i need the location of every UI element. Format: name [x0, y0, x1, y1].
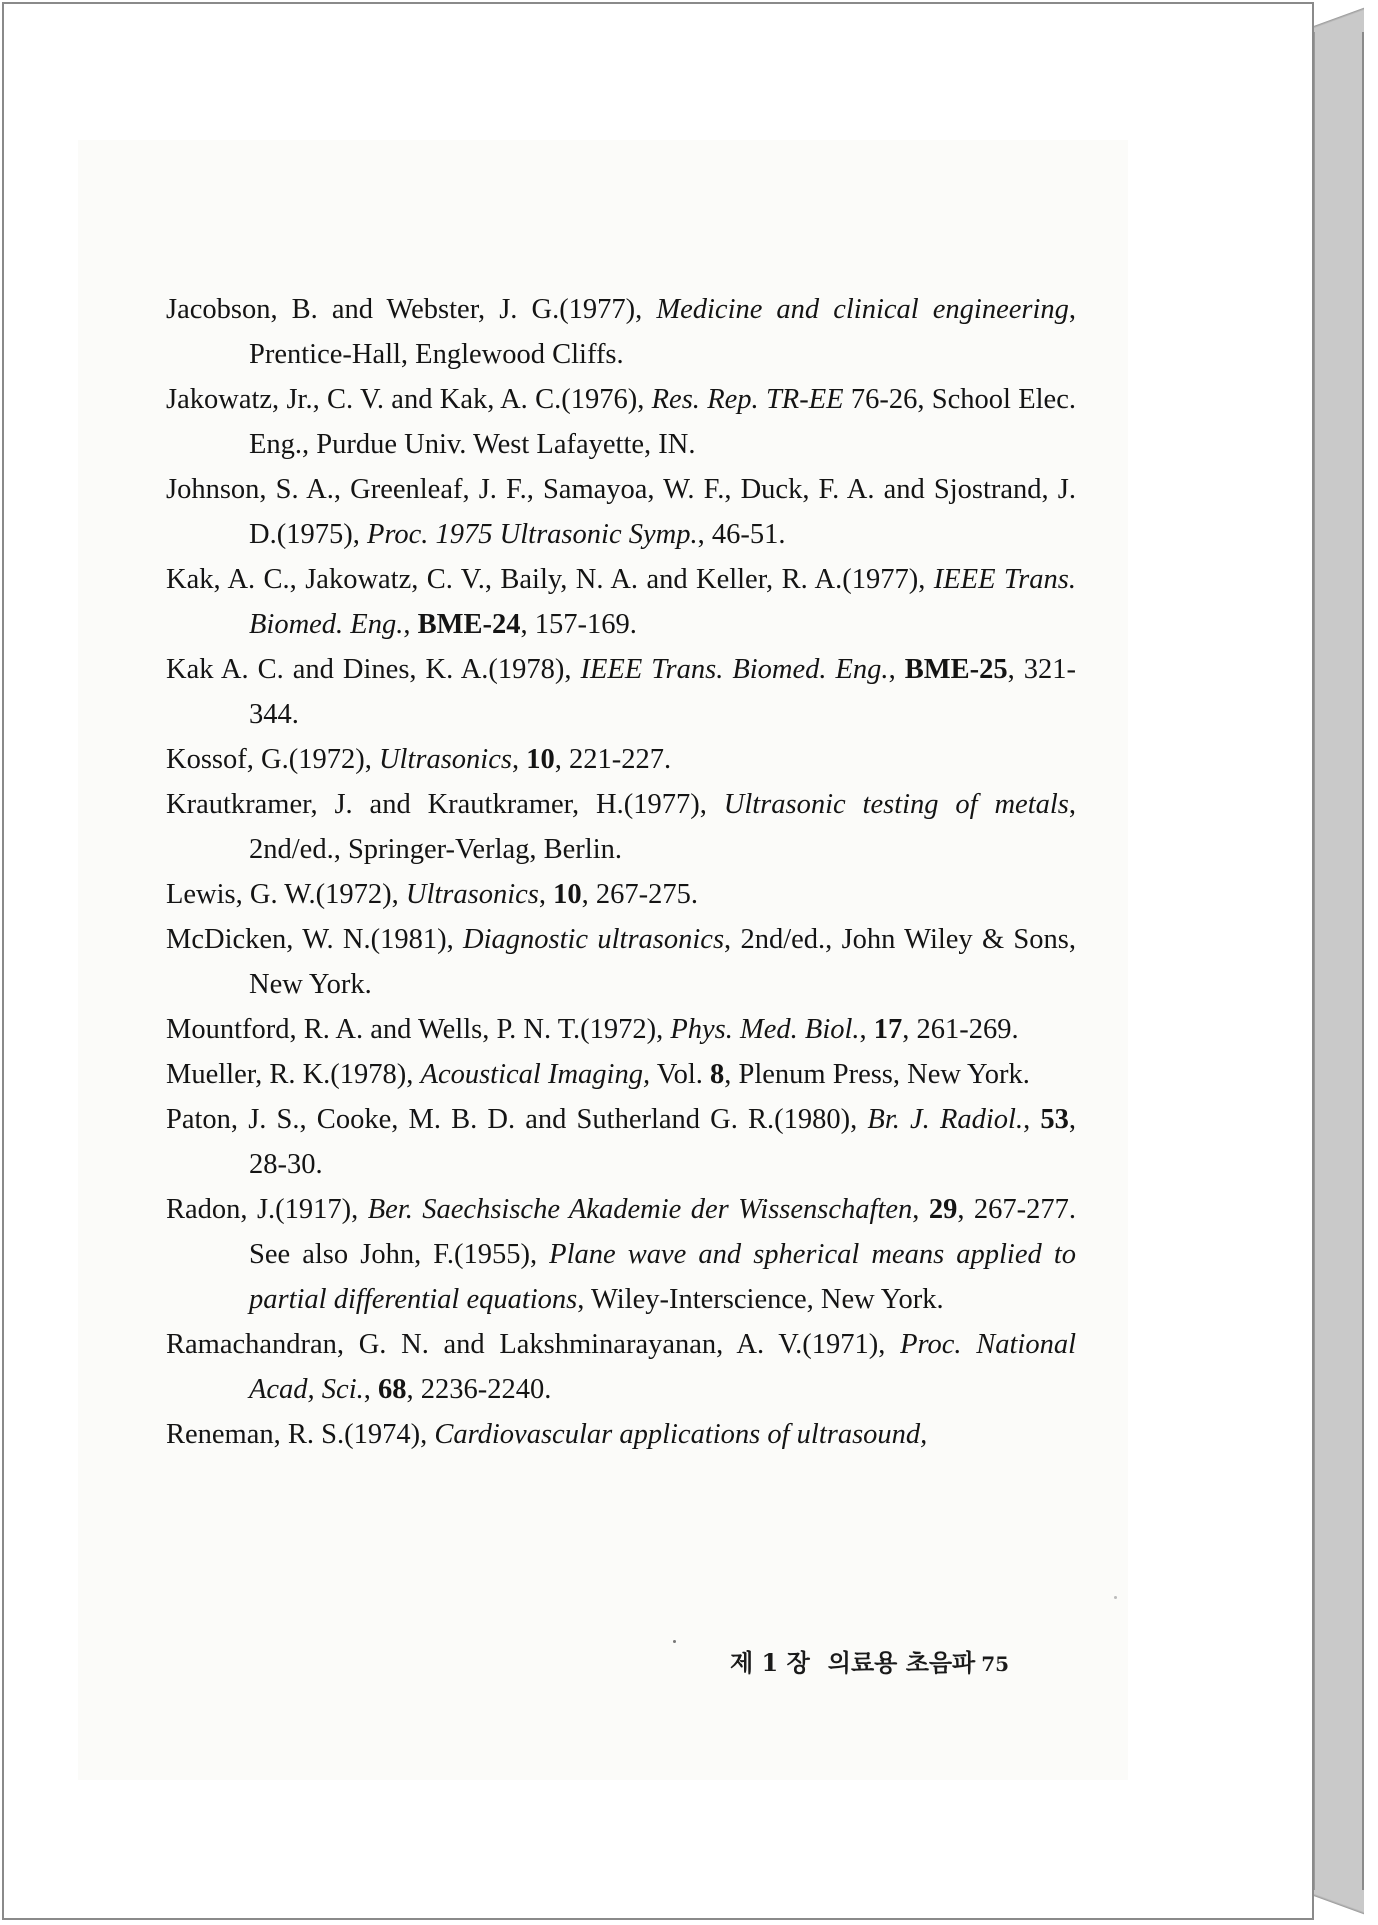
footer-chapter: 제 1 장	[730, 1648, 810, 1677]
reference-volume: BME-25	[904, 654, 1008, 685]
reference-title: Phys. Med. Biol.	[670, 1014, 860, 1045]
reference-entry	[166, 1322, 1076, 1412]
reference-title: Acoustical Imaging,	[420, 1059, 651, 1090]
page-number: 75	[981, 1652, 1010, 1676]
reference-title: Plane wave and spherical means applied to partial differential equations	[249, 1239, 1076, 1315]
reference-title: IEEE Trans. Biomed. Eng.	[249, 564, 1076, 640]
reference-entry	[166, 377, 1076, 467]
reference-text: Kak, A. C., Jakowatz, C. V., Baily, N. A. and Keller, R. A.(1977),	[166, 564, 934, 595]
reference-title: Cardiovascular applications of ultrasound,	[434, 1419, 928, 1450]
reference-text: , 261-269.	[902, 1014, 1019, 1045]
reference-text: Jacobson, B. and Webster, J. G.(1977),	[166, 294, 657, 325]
reference-title: IEEE Trans. Biomed. Eng.	[580, 654, 889, 685]
reference-entry	[166, 782, 1076, 872]
reference-text: McDicken, W. N.(1981),	[166, 924, 463, 955]
reference-entry	[166, 872, 1076, 917]
reference-text: Lewis, G. W.(1972),	[166, 879, 406, 910]
reference-text: Mueller, R. K.(1978),	[166, 1059, 421, 1090]
reference-text: , 157-169.	[520, 609, 637, 640]
page-corner-bottom	[1314, 1890, 1364, 1920]
reference-text: ,	[888, 654, 905, 685]
page-corner-top	[1314, 2, 1364, 32]
reference-text: Ramachandran, G. N. and Lakshminarayanan, A. V.(1971),	[166, 1329, 901, 1360]
reference-text: Mountford, R. A. and Wells, P. N. T.(1972),	[166, 1014, 671, 1045]
reference-volume: 10	[553, 879, 582, 910]
reference-title: Br. J. Radiol.	[867, 1104, 1024, 1135]
reference-volume: 29	[928, 1194, 958, 1225]
reference-text: , 2nd/ed., John Wiley & Sons, New York.	[249, 924, 1076, 1000]
reference-entry	[166, 647, 1076, 737]
footer-title: 의료용 초음파	[827, 1648, 976, 1677]
reference-text: Jakowatz, Jr., C. V. and Kak, A. C.(1976),	[166, 384, 652, 415]
reference-text: Kossof, G.(1972),	[166, 744, 379, 775]
reference-text: , 2nd/ed., Springer-Verlag, Berlin.	[249, 789, 1076, 865]
reference-text: 76-26, School Elec. Eng., Purdue Univ. West Lafayette, IN.	[249, 384, 1076, 460]
reference-entry	[166, 1097, 1076, 1187]
scan-speck	[673, 1640, 676, 1643]
reference-title: Diagnostic ultrasonics	[463, 924, 725, 955]
reference-entry	[166, 1412, 1076, 1457]
page-stack-edge	[1314, 2, 1364, 1920]
reference-volume: 17	[873, 1014, 903, 1045]
reference-entry	[166, 557, 1076, 647]
reference-text: , Prentice-Hall, Englewood Cliffs.	[249, 294, 1077, 370]
reference-text: ,	[912, 1194, 929, 1225]
reference-entry	[166, 1052, 1076, 1097]
scan-speck	[1114, 1596, 1117, 1599]
reference-volume: 8	[710, 1059, 725, 1090]
reference-text: Vol.	[650, 1059, 711, 1090]
reference-text: Johnson, S. A., Greenleaf, J. F., Samayoa, W. F., Duck, F. A. and Sjostrand, J. D.(1975),	[166, 474, 1076, 550]
reference-title: Res. Rep. TR-EE	[651, 384, 844, 415]
reference-volume: 68	[378, 1374, 407, 1405]
reference-entry	[166, 287, 1076, 377]
reference-entry	[166, 1187, 1076, 1322]
reference-text: Krautkramer, J. and Krautkramer, H.(1977),	[166, 789, 724, 820]
reference-list	[166, 287, 1076, 1457]
reference-text: , Wiley-Interscience, New York.	[577, 1284, 944, 1315]
reference-text: , Plenum Press, New York.	[724, 1059, 1030, 1090]
reference-text: Paton, J. S., Cooke, M. B. D. and Sutherland G. R.(1980),	[166, 1104, 868, 1135]
reference-text: ,	[363, 1374, 379, 1405]
reference-entry	[166, 467, 1076, 557]
reference-text: ,	[511, 744, 527, 775]
reference-title: Ultrasonics	[405, 879, 539, 910]
reference-title: Ber. Saechsische Akademie der Wissenschaften	[367, 1194, 913, 1225]
reference-text: , 267-277. See also John, F.(1955),	[249, 1194, 1077, 1270]
reference-text: ,	[403, 609, 418, 640]
reference-text: , 221-227.	[554, 744, 672, 775]
page-footer	[730, 1643, 1009, 1678]
reference-title: Medicine and clinical engineering	[656, 294, 1069, 325]
reference-text: , 267-275.	[581, 879, 698, 910]
reference-volume: 10	[526, 744, 555, 775]
reference-title: Ultrasonics	[378, 744, 512, 775]
reference-title: Ultrasonic testing of metals	[723, 789, 1069, 820]
reference-title: Proc. 1975 Ultrasonic Symp.	[366, 519, 698, 550]
reference-text: , 321-344.	[249, 654, 1076, 730]
reference-text: Reneman, R. S.(1974),	[166, 1419, 435, 1450]
reference-title: Proc. National Acad, Sci.	[249, 1329, 1076, 1405]
reference-text: , 46-51.	[697, 519, 786, 550]
reference-text: , 28-30.	[249, 1104, 1076, 1180]
reference-text: ,	[859, 1014, 874, 1045]
reference-volume: 53	[1040, 1104, 1069, 1135]
reference-text: ,	[1023, 1104, 1041, 1135]
reference-entry	[166, 737, 1076, 782]
reference-text: , 2236-2240.	[406, 1374, 552, 1405]
reference-text: ,	[538, 879, 554, 910]
reference-entry	[166, 1007, 1076, 1052]
reference-text: Kak A. C. and Dines, K. A.(1978),	[166, 654, 581, 685]
reference-entry	[166, 917, 1076, 1007]
reference-text: Radon, J.(1917),	[166, 1194, 368, 1225]
reference-volume: BME-24	[417, 609, 521, 640]
